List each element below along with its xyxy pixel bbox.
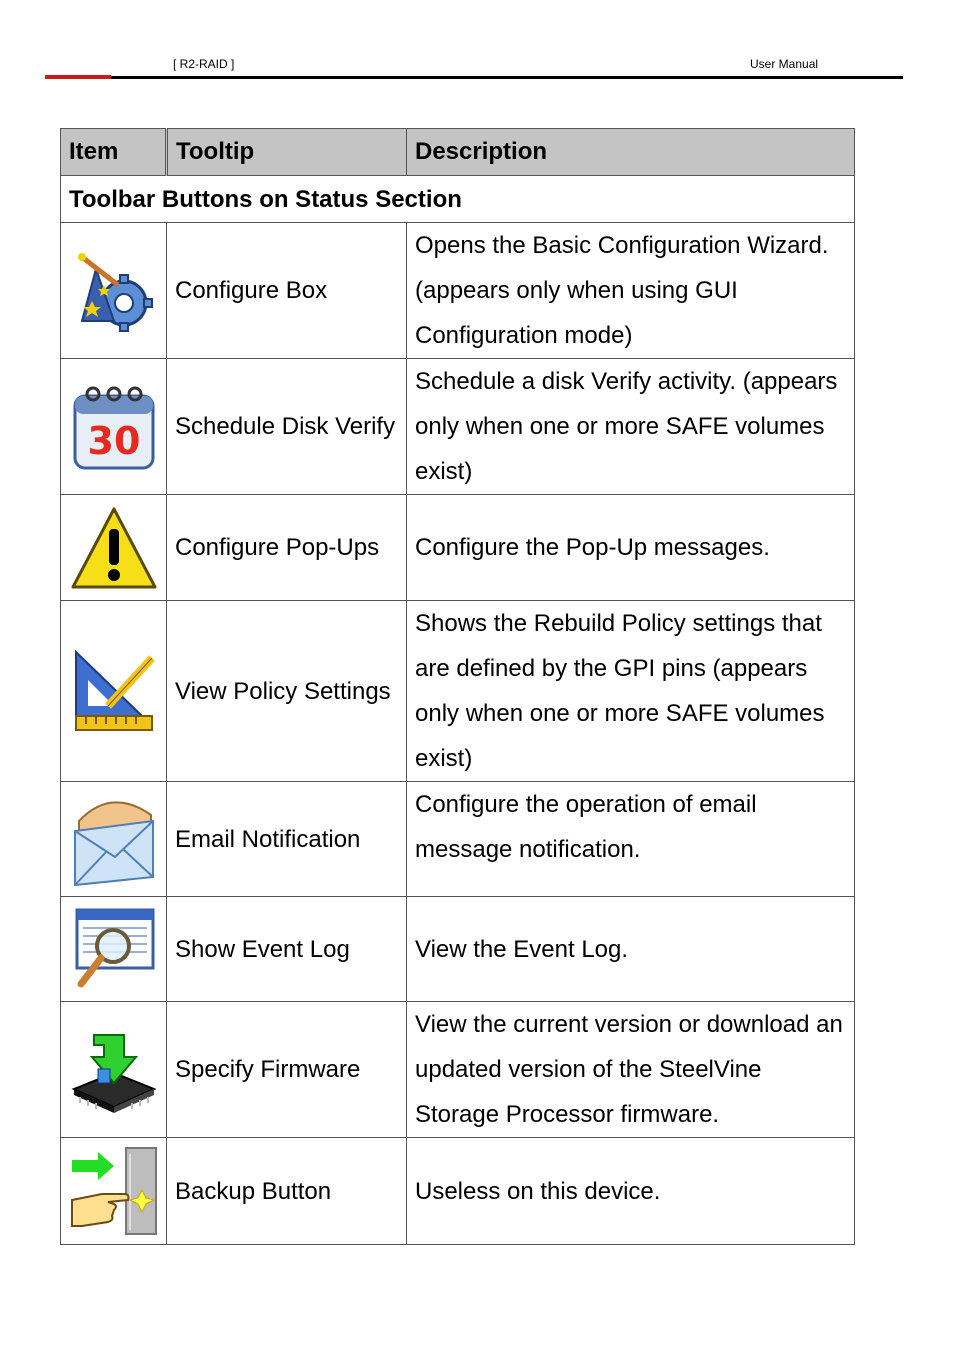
firmware-chip-icon: [70, 1027, 158, 1113]
tooltip-cell: Configure Box: [167, 223, 407, 359]
item-cell: [61, 223, 167, 359]
column-header-tooltip: Tooltip: [167, 129, 407, 176]
table-row: [61, 601, 855, 782]
description-cell: View the Event Log.: [407, 897, 855, 1002]
description-cell: Shows the Rebuild Policy settings that are defined by the GPI pins (appears only when one or more SAFE volumes exist): [407, 601, 855, 782]
ruler-triangle-icon: [72, 648, 156, 734]
calendar-icon: [71, 382, 157, 472]
description-cell: Schedule a disk Verify activity. (appears only when one or more SAFE volumes exist): [407, 359, 855, 495]
warning-icon: [71, 505, 157, 591]
tooltip-cell: Backup Button: [167, 1138, 407, 1245]
table-row: [61, 495, 855, 601]
table-row: [61, 359, 855, 495]
svg-text:30: 30: [87, 418, 140, 463]
table-row: [61, 1002, 855, 1138]
tooltip-cell: Schedule Disk Verify: [167, 359, 407, 495]
item-cell: [61, 1138, 167, 1245]
log-magnifier-icon: [71, 906, 157, 992]
header-rule: [111, 76, 903, 79]
header-manual-label: User Manual: [750, 57, 819, 71]
tooltip-cell: Configure Pop-Ups: [167, 495, 407, 601]
description-cell: Opens the Basic Configuration Wizard. (appears only when using GUI Configuration mode): [407, 223, 855, 359]
column-header-description: Description: [407, 129, 855, 176]
description-cell: Configure the operation of email message notification.: [407, 782, 855, 897]
tooltip-cell: Email Notification: [167, 782, 407, 897]
header-rule-accent: [45, 75, 111, 79]
item-cell: [61, 495, 167, 601]
description-cell: Configure the Pop-Up messages.: [407, 495, 855, 601]
table-row: [61, 223, 855, 359]
toolbar-buttons-table: [60, 128, 855, 1245]
description-cell: View the current version or download an updated version of the SteelVine Storage Processor firmware.: [407, 1002, 855, 1138]
item-cell: [61, 601, 167, 782]
tooltip-cell: View Policy Settings: [167, 601, 407, 782]
table-row: [61, 1138, 855, 1245]
description-cell: Useless on this device.: [407, 1138, 855, 1245]
tooltip-cell: Show Event Log: [167, 897, 407, 1002]
envelope-icon: [71, 791, 157, 887]
item-cell: [61, 897, 167, 1002]
header-document-name: [ R2-RAID ]: [173, 57, 235, 71]
column-header-item: Item: [61, 129, 167, 176]
table-row: [61, 782, 855, 897]
wizard-gear-icon: [72, 249, 156, 333]
tooltip-cell: Specify Firmware: [167, 1002, 407, 1138]
section-row: [61, 176, 855, 223]
backup-hand-icon: [68, 1146, 160, 1236]
item-cell: [61, 1002, 167, 1138]
item-cell: [61, 359, 167, 495]
item-cell: [61, 782, 167, 897]
section-title: Toolbar Buttons on Status Section: [61, 176, 855, 223]
table-row: [61, 897, 855, 1002]
table-header-row: [61, 129, 855, 176]
